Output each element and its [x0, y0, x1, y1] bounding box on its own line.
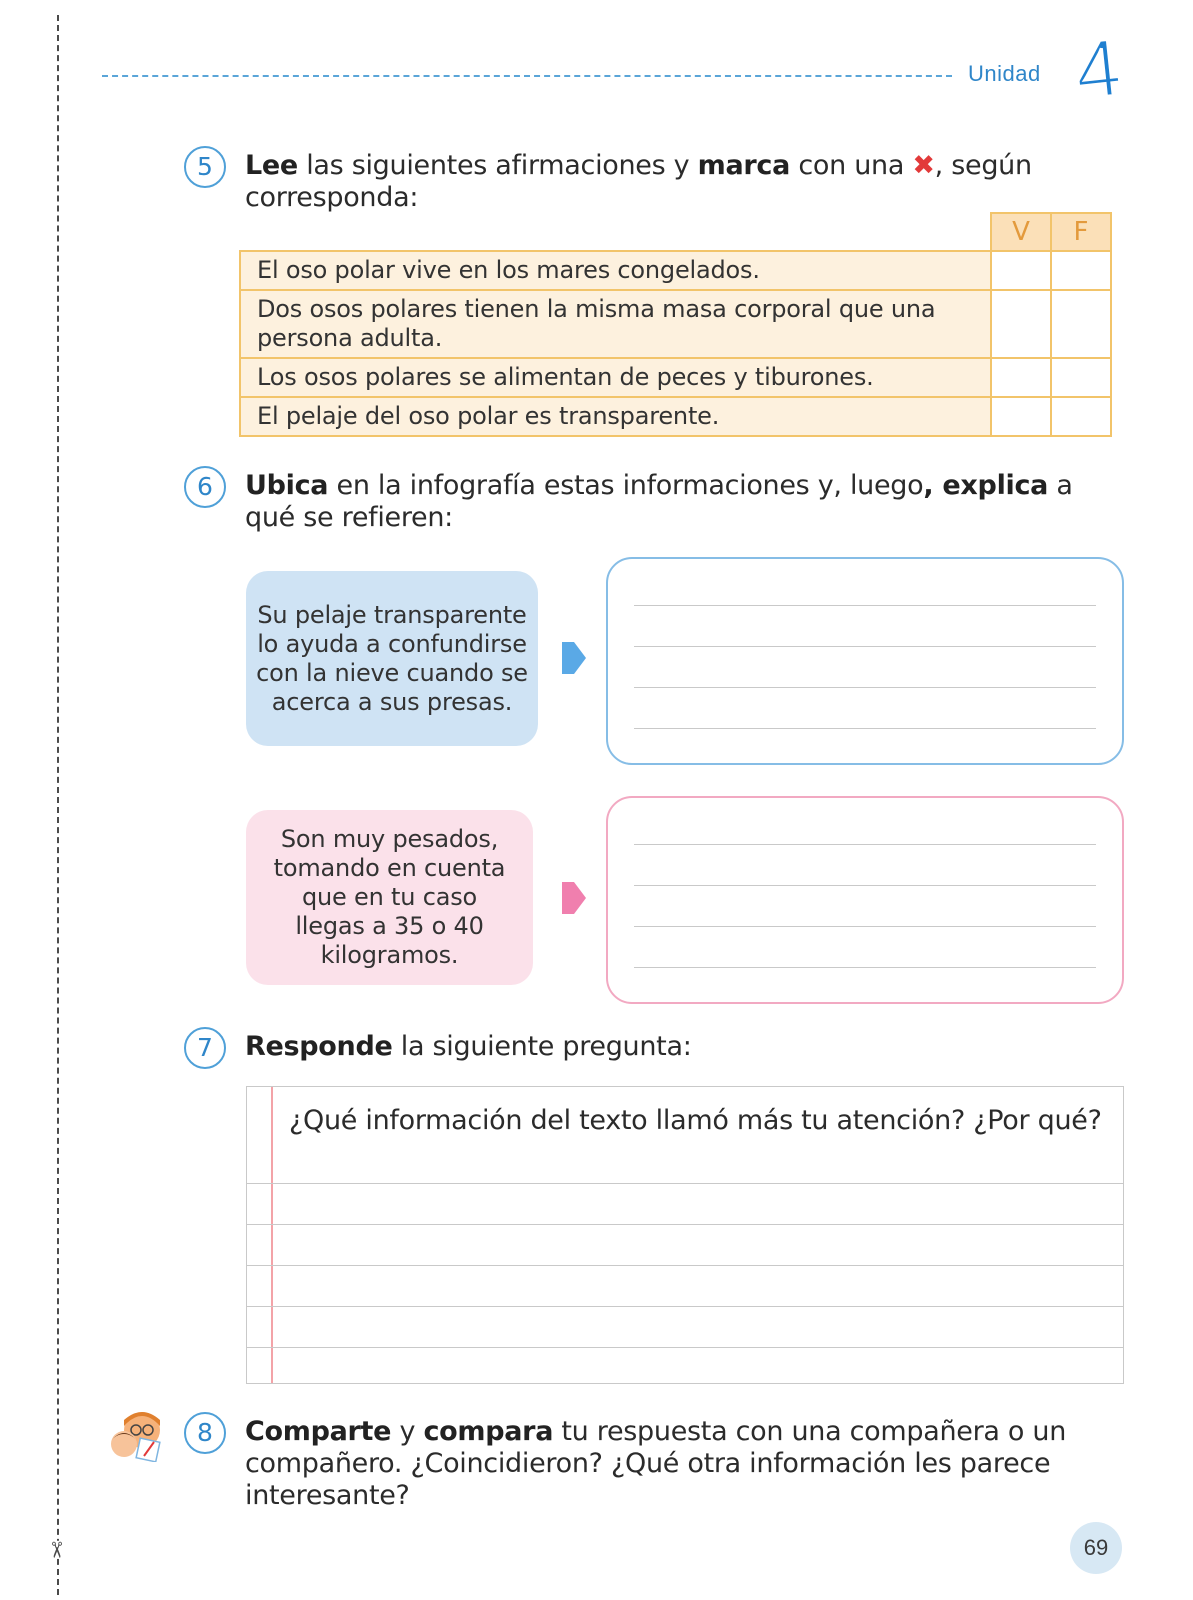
writing-line	[634, 844, 1096, 845]
notebook-margin-line	[271, 1087, 273, 1383]
answer-cell-1-v[interactable]	[991, 251, 1051, 290]
writing-line	[634, 728, 1096, 729]
answer-cell-3-v[interactable]	[991, 358, 1051, 397]
question-number-5: 5	[184, 146, 226, 188]
answer-cell-4-v[interactable]	[991, 397, 1051, 436]
question-8-instruction	[245, 1416, 1105, 1512]
question-7-instruction	[245, 1031, 1105, 1063]
callout-pink	[246, 810, 533, 985]
question-5-instruction	[245, 150, 1075, 214]
q6-verb-ubica: Ubica	[245, 470, 329, 501]
q5-text-2: con una	[790, 150, 913, 181]
answer-cell-4-f[interactable]	[1051, 397, 1111, 436]
page-number: 69	[1070, 1522, 1122, 1574]
q7-verb-responde: Responde	[245, 1031, 393, 1062]
q7-text-1: la siguiente pregunta:	[392, 1031, 692, 1062]
column-header-f: F	[1051, 213, 1111, 251]
q8-verb-comparte: Comparte	[245, 1416, 392, 1447]
statement-4: El pelaje del oso polar es transparente.	[240, 397, 991, 436]
question-number-8: 8	[184, 1412, 226, 1454]
writing-line	[247, 1306, 1123, 1307]
q8-text-1: y	[391, 1416, 424, 1447]
answer-cell-1-f[interactable]	[1051, 251, 1111, 290]
answer-cell-2-f[interactable]	[1051, 290, 1111, 358]
question-number-6: 6	[184, 466, 226, 508]
writing-line	[247, 1265, 1123, 1266]
statement-1: El oso polar vive en los mares congelados.	[240, 251, 991, 290]
callout-blue	[246, 571, 538, 746]
answer-cell-2-v[interactable]	[991, 290, 1051, 358]
notebook-answer-area[interactable]	[246, 1086, 1124, 1384]
unit-label: Unidad	[968, 61, 1041, 86]
question-6-instruction	[245, 470, 1105, 534]
pair-work-icon	[104, 1406, 166, 1462]
writing-line	[634, 967, 1096, 968]
writing-line	[634, 926, 1096, 927]
table-row	[240, 251, 1111, 290]
table-row	[240, 290, 1111, 358]
arrow-right-icon	[560, 872, 588, 924]
arrow-right-icon	[560, 632, 588, 684]
unit-number: 4	[1070, 21, 1126, 118]
q6-verb-explica: , explica	[923, 470, 1049, 501]
q5-verb-marca: marca	[697, 150, 791, 181]
column-header-v: V	[991, 213, 1051, 251]
q6-text-2: a qué se refieren:	[245, 470, 1073, 533]
table-row	[240, 397, 1111, 436]
writing-line	[247, 1183, 1123, 1184]
writing-line	[247, 1224, 1123, 1225]
header-rule	[102, 75, 952, 77]
statement-2: Dos osos polares tienen la misma masa corporal que una persona adulta.	[240, 290, 991, 358]
scissors-icon: ✂	[43, 1540, 69, 1560]
q6-text-1: en la infografía estas informaciones y, luego	[328, 470, 924, 501]
writing-line	[634, 885, 1096, 886]
question-number-7: 7	[184, 1027, 226, 1069]
q8-verb-compara: compara	[423, 1416, 554, 1447]
q8-text-2: tu respuesta con una compañera o un compañero. ¿Coincidieron? ¿Qué otra información les parece interesante?	[245, 1416, 1067, 1511]
writing-line	[634, 687, 1096, 688]
writing-line	[247, 1347, 1123, 1348]
table-header-row	[240, 213, 1111, 251]
q5-verb-lee: Lee	[245, 150, 298, 181]
q5-text-1: las siguientes afirmaciones y	[297, 150, 698, 181]
writing-line	[634, 605, 1096, 606]
answer-box-1[interactable]	[606, 557, 1124, 765]
callout-text-2: Son muy pesados, tomando en cuenta que en tu caso llegas a 35 o 40 kilogramos.	[273, 825, 506, 969]
answer-cell-3-f[interactable]	[1051, 358, 1111, 397]
table-row	[240, 358, 1111, 397]
cut-line	[57, 15, 59, 1595]
x-mark-icon: ✖	[912, 150, 935, 181]
statement-3: Los osos polares se alimentan de peces y tiburones.	[240, 358, 991, 397]
writing-line	[634, 646, 1096, 647]
callout-text-1: Su pelaje transparente lo ayuda a confundirse con la nieve cuando se acerca a sus presas.	[256, 600, 528, 716]
reflection-question: ¿Qué información del texto llamó más tu atención? ¿Por qué?	[289, 1105, 1102, 1136]
q5-text-3: , según corresponda:	[245, 150, 1032, 213]
answer-box-2[interactable]	[606, 796, 1124, 1004]
true-false-table	[239, 212, 1112, 437]
